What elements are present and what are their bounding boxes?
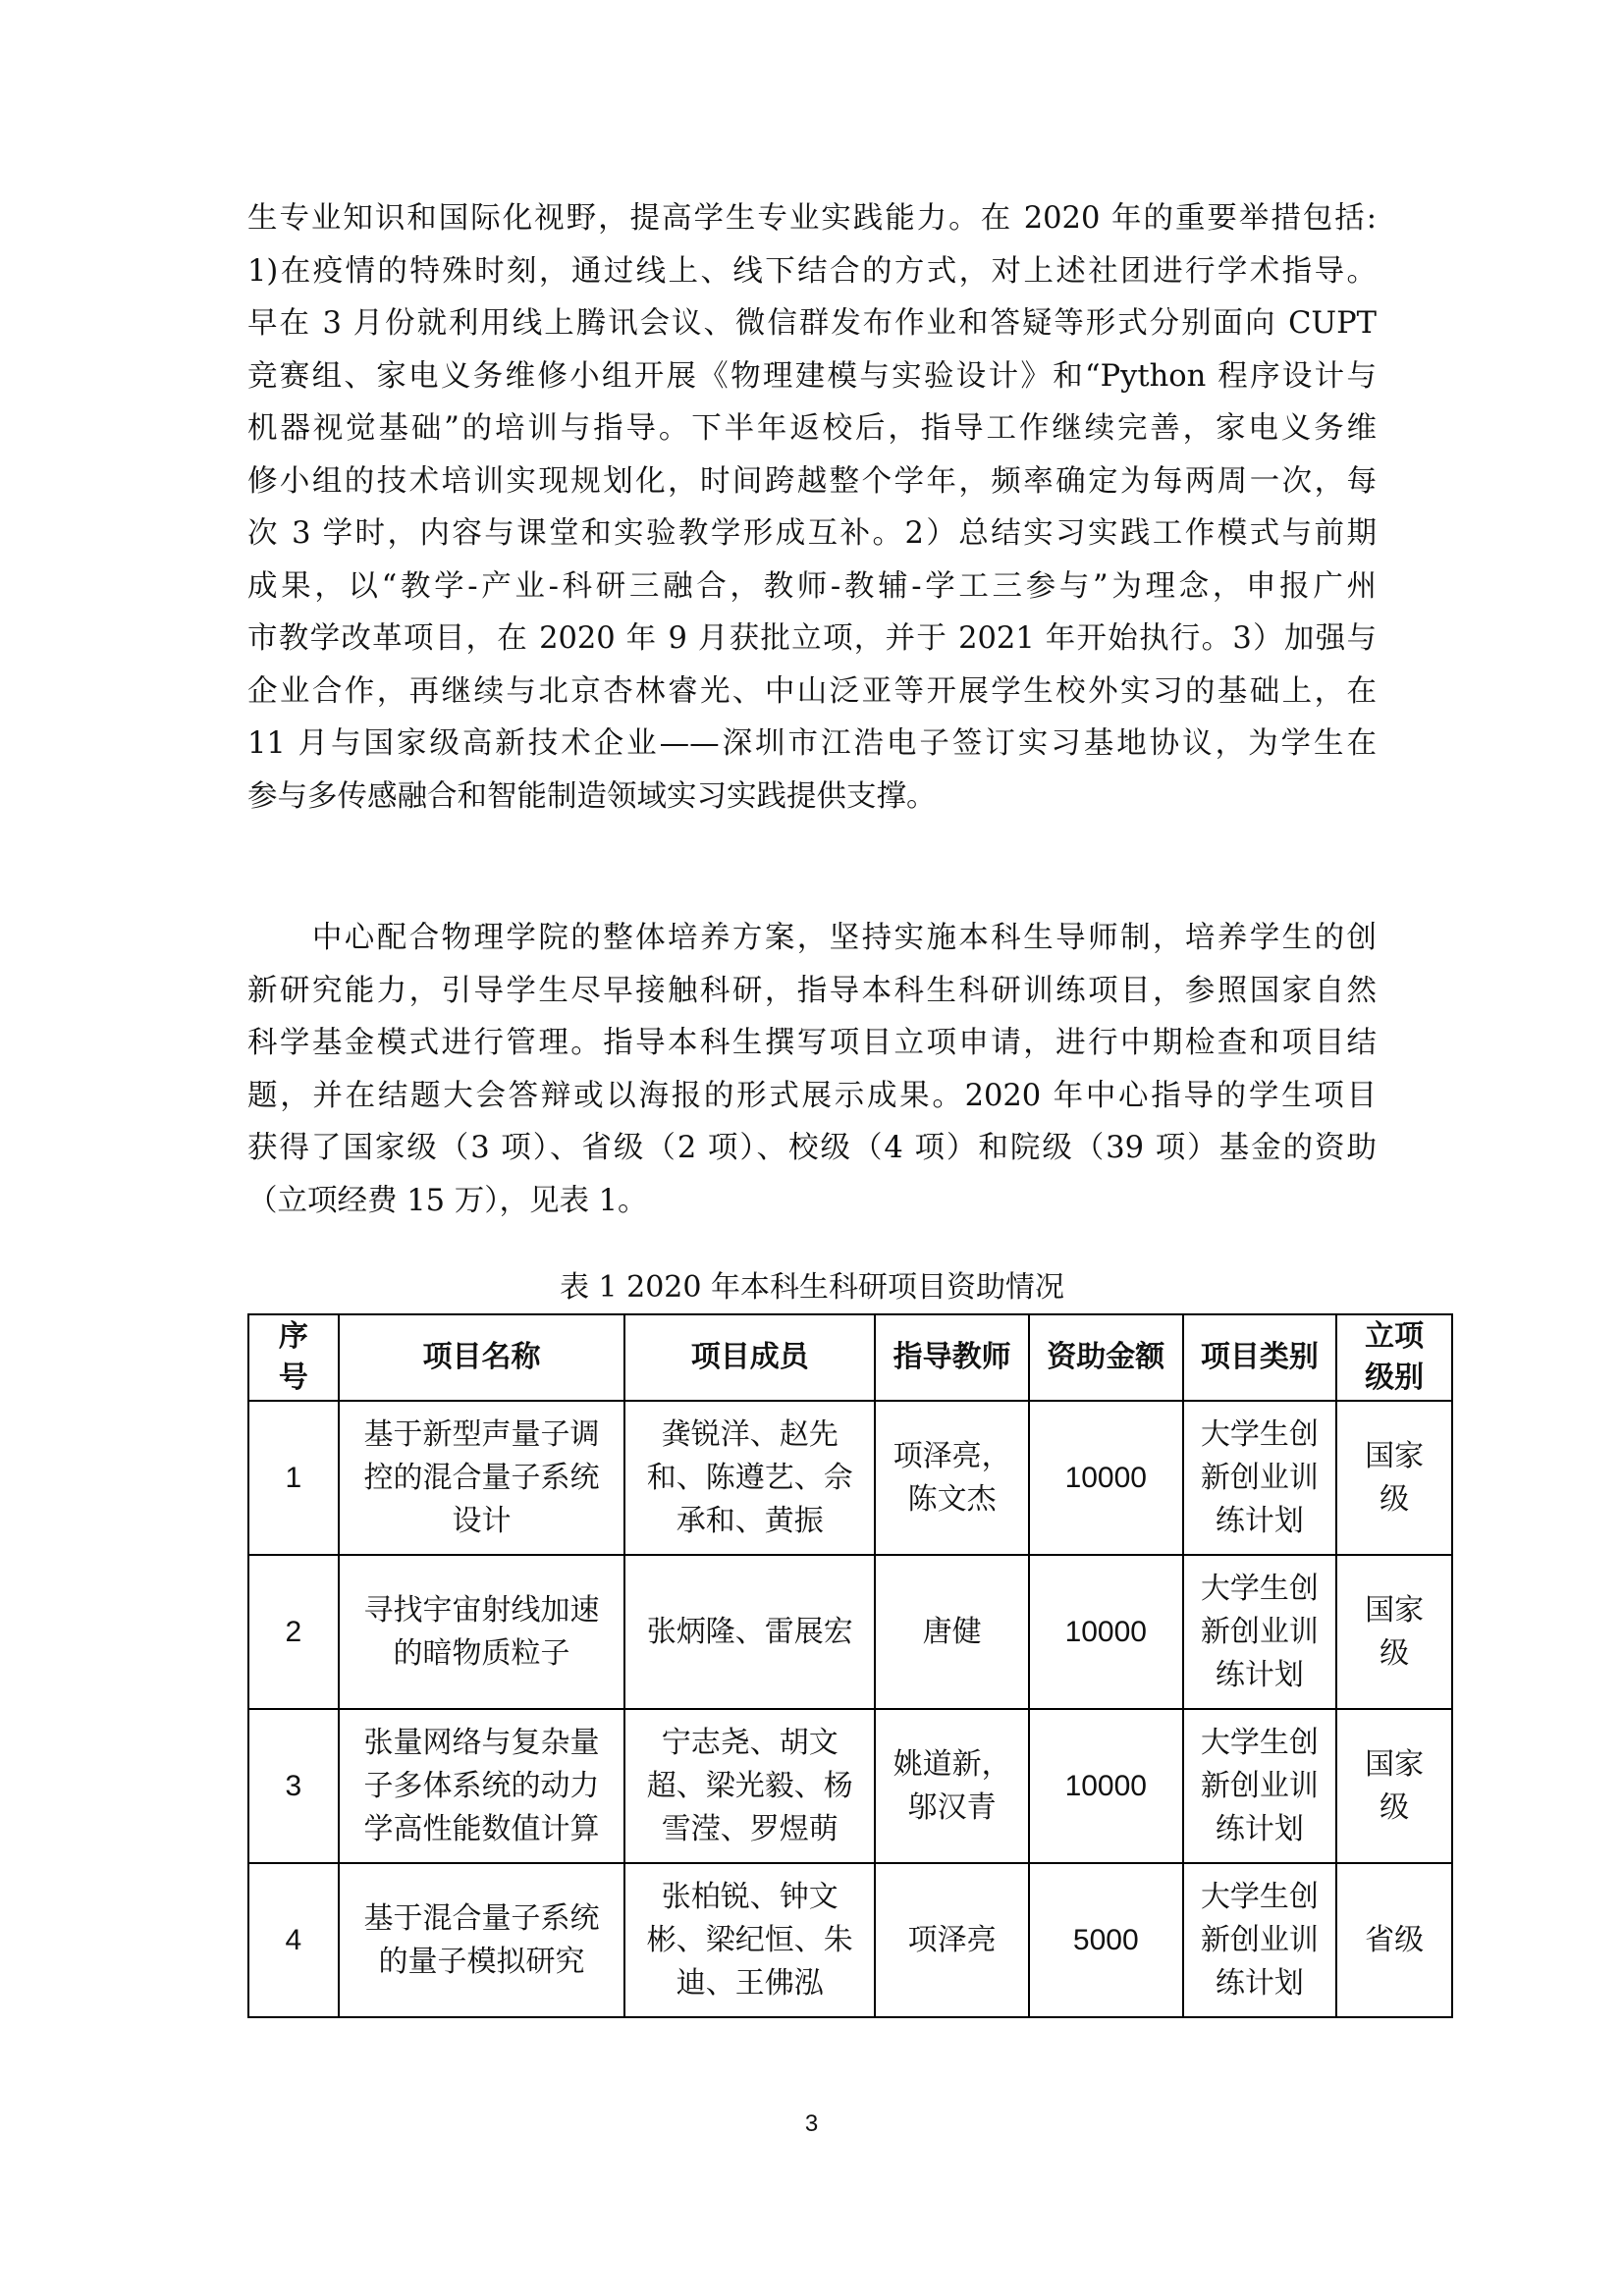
text-line: 企业合作，再继续与北京杏林睿光、中山泛亚等开展学生校外实习的基础上，在 bbox=[247, 673, 1377, 709]
paragraph-2 bbox=[247, 912, 1377, 1227]
cell-index: 3 bbox=[248, 1709, 339, 1863]
cell-level: 国家级 bbox=[1336, 1401, 1452, 1555]
cell-category: 大学生创新创业训练计划 bbox=[1183, 1863, 1337, 2017]
cell-project-name: 张量网络与复杂量子多体系统的动力学高性能数值计算 bbox=[339, 1709, 625, 1863]
text-line: 生专业知识和国际化视野，提高学生专业实践能力。在 2020 年的重要举措包括: bbox=[247, 201, 1377, 236]
cell-members: 龚锐洋、赵先和、陈遵艺、佘承和、黄振 bbox=[624, 1401, 875, 1555]
header-level: 立项级别 bbox=[1336, 1314, 1452, 1401]
header-category: 项目类别 bbox=[1183, 1314, 1337, 1401]
table-header-row bbox=[248, 1314, 1452, 1401]
cell-amount: 5000 bbox=[1029, 1863, 1182, 2017]
cell-index: 2 bbox=[248, 1555, 339, 1709]
text-line: 11 月与国家级高新技术企业——深圳市江浩电子签订实习基地协议，为学生在 bbox=[247, 726, 1377, 761]
table-row bbox=[248, 1863, 1452, 2017]
cell-project-name: 基于新型声量子调控的混合量子系统设计 bbox=[339, 1401, 625, 1555]
cell-index: 1 bbox=[248, 1401, 339, 1555]
text-line: 成果，以“教学-产业-科研三融合，教师-教辅-学工三参与”为理念，申报广州 bbox=[247, 568, 1377, 604]
table-row bbox=[248, 1709, 1452, 1863]
cell-level: 省级 bbox=[1336, 1863, 1452, 2017]
text-line: 市教学改革项目，在 2020 年 9 月获批立项，并于 2021 年开始执行。3）加强与 bbox=[247, 621, 1377, 656]
text-line: 获得了国家级（3 项）、省级（2 项）、校级（4 项）和院级（39 项）基金的资助 bbox=[247, 1131, 1377, 1165]
header-index: 序号 bbox=[248, 1314, 339, 1401]
header-advisor: 指导教师 bbox=[875, 1314, 1029, 1401]
cell-category: 大学生创新创业训练计划 bbox=[1183, 1555, 1337, 1709]
funding-table bbox=[247, 1313, 1453, 2018]
text-line: 机器视觉基础”的培训与指导。下半年返校后，指导工作继续完善，家电义务维 bbox=[247, 411, 1377, 446]
cell-category: 大学生创新创业训练计划 bbox=[1183, 1401, 1337, 1555]
text-line: 新研究能力，引导学生尽早接触科研，指导本科生科研训练项目，参照国家自然 bbox=[247, 973, 1377, 1008]
text-line: 竞赛组、家电义务维修小组开展《物理建模与实验设计》和“Python 程序设计与 bbox=[247, 358, 1377, 394]
cell-advisor: 姚道新，邬汉青 bbox=[875, 1709, 1029, 1863]
cell-category: 大学生创新创业训练计划 bbox=[1183, 1709, 1337, 1863]
text-line: 次 3 学时，内容与课堂和实验教学形成互补。2）总结实习实践工作模式与前期 bbox=[247, 516, 1377, 551]
cell-project-name: 寻找宇宙射线加速的暗物质粒子 bbox=[339, 1555, 625, 1709]
cell-index: 4 bbox=[248, 1863, 339, 2017]
cell-amount: 10000 bbox=[1029, 1555, 1182, 1709]
cell-members: 宁志尧、胡文超、梁光毅、杨雪滢、罗煜萌 bbox=[624, 1709, 875, 1863]
cell-amount: 10000 bbox=[1029, 1709, 1182, 1863]
cell-advisor: 唐健 bbox=[875, 1555, 1029, 1709]
text-line: 参与多传感融合和智能制造领域实习实践提供支撑。 bbox=[247, 778, 937, 814]
page-number: 3 bbox=[804, 2110, 819, 2137]
text-line: 科学基金模式进行管理。指导本科生撰写项目立项申请，进行中期检查和项目结 bbox=[247, 1026, 1377, 1060]
cell-project-name: 基于混合量子系统的量子模拟研究 bbox=[339, 1863, 625, 2017]
cell-members: 张炳隆、雷展宏 bbox=[624, 1555, 875, 1709]
cell-advisor: 项泽亮，陈文杰 bbox=[875, 1401, 1029, 1555]
table-row bbox=[248, 1555, 1452, 1709]
cell-advisor: 项泽亮 bbox=[875, 1863, 1029, 2017]
header-amount: 资助金额 bbox=[1029, 1314, 1182, 1401]
paragraph-1 bbox=[247, 192, 1377, 823]
text-line: 早在 3 月份就利用线上腾讯会议、微信群发布作业和答疑等形式分别面向 CUPT bbox=[247, 306, 1377, 341]
text-line: 修小组的技术培训实现规划化，时间跨越整个学年，频率确定为每两周一次，每 bbox=[247, 463, 1377, 499]
text-line: 题，并在结题大会答辩或以海报的形式展示成果。2020 年中心指导的学生项目 bbox=[247, 1078, 1377, 1113]
text-line: （立项经费 15 万），见表 1。 bbox=[247, 1183, 648, 1218]
cell-members: 张柏锐、钟文彬、梁纪恒、朱迪、王佛泓 bbox=[624, 1863, 875, 2017]
header-members: 项目成员 bbox=[624, 1314, 875, 1401]
table-caption: 表 1 2020 年本科生科研项目资助情况 bbox=[559, 1270, 1065, 1305]
header-project-name: 项目名称 bbox=[339, 1314, 625, 1401]
cell-level: 国家级 bbox=[1336, 1555, 1452, 1709]
cell-level: 国家级 bbox=[1336, 1709, 1452, 1863]
text-line: 1)在疫情的特殊时刻，通过线上、线下结合的方式，对上述社团进行学术指导。 bbox=[247, 253, 1377, 289]
text-line: 中心配合物理学院的整体培养方案，坚持实施本科生导师制，培养学生的创 bbox=[247, 921, 1377, 955]
table-row bbox=[248, 1401, 1452, 1555]
cell-amount: 10000 bbox=[1029, 1401, 1182, 1555]
